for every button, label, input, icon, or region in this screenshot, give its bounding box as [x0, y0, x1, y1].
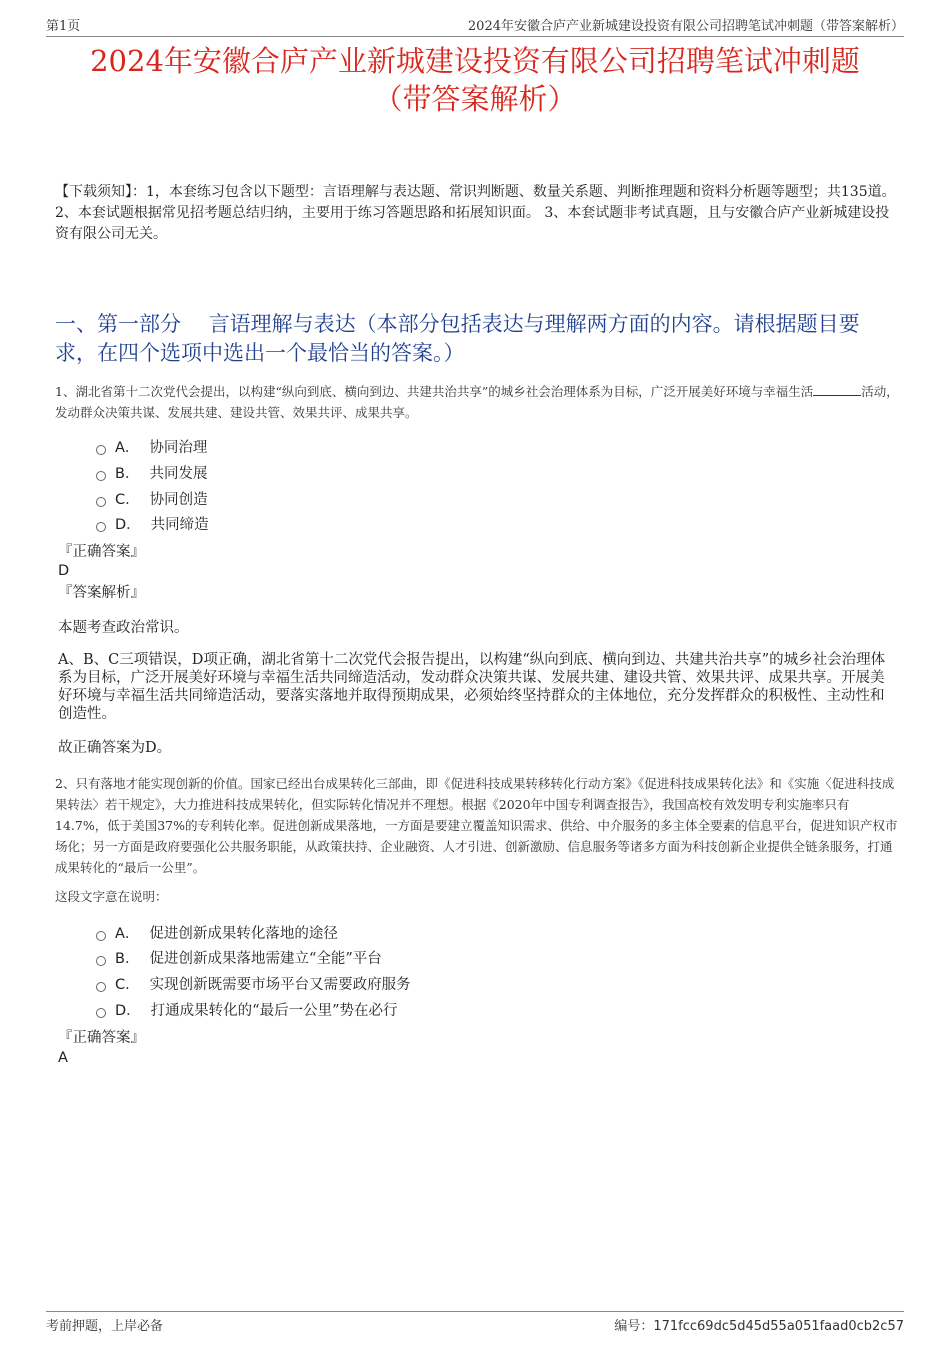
- q1-analysis-intro: 本题考查政治常识。: [58, 620, 189, 636]
- radio-icon[interactable]: [96, 931, 106, 941]
- radio-icon[interactable]: [96, 522, 106, 532]
- q2-option-d[interactable]: [96, 1001, 398, 1021]
- option-letter: C．: [115, 492, 140, 508]
- radio-icon[interactable]: [96, 1008, 106, 1018]
- question-1-text-after: 活动，发动群众决策共谋、发展共建、建设共管、效果共评、成果共享。: [55, 384, 899, 420]
- question-2-text: 2、只有落地才能实现创新的价值。国家已经出台成果转化三部曲，即《促进科技成果转移转化行动方案》《促进科技成果转化法》和《实施〈促进科技成果转法〉若干规定》，大力推进科技成果转化，但实际转化情况并不理想。根据《2020年中国专利调查报告》，我国高校有效发明专利实施率只有14.7%，低于美国37%的专利转化率。促进创新成果落地，一方面是要建立覆盖知识需求、供给、中介服务的多主体全要素的信息平台，促进知识产权市场化；另一方面是政府要强化公共服务职能，从政策扶持、企业融资、人才引进、创新激励、信息服务等诸多方面为科技创新企业提供全链条服务，打通成果转化的“最后一公里”。: [55, 776, 898, 875]
- document-title: [40, 42, 910, 118]
- page-footer: [46, 1311, 904, 1334]
- option-text: 实现创新既需要市场平台又需要政府服务: [149, 977, 411, 993]
- footer-slogan: 考前押题，上岸必备: [46, 1319, 164, 1334]
- question-1-text: [55, 381, 900, 423]
- q1-option-a[interactable]: [96, 438, 207, 458]
- option-letter: D．: [115, 1003, 141, 1019]
- q1-option-b[interactable]: [96, 464, 207, 484]
- page-number: 第1页: [46, 19, 81, 34]
- option-text: 促进创新成果转化落地的途径: [149, 926, 338, 942]
- section-heading: 一、第一部分 言语理解与表达（本部分包括表达与理解两方面的内容。请根据题目要求，在四个选项中选出一个最恰当的答案。）: [55, 312, 860, 365]
- q1-answer-label: 『正确答案』: [58, 544, 145, 560]
- header-doc-title: 2024年安徽合庐产业新城建设投资有限公司招聘笔试冲刺题（带答案解析）: [467, 19, 904, 34]
- footer-code-wrap: [614, 1315, 904, 1334]
- radio-icon[interactable]: [96, 956, 106, 966]
- option-text: 共同缔造: [150, 517, 209, 533]
- q1-option-c[interactable]: [96, 490, 208, 510]
- radio-icon[interactable]: [96, 982, 106, 992]
- download-notice: 【下载须知】：1，本套练习包含以下题型：言语理解与表达题、常识判断题、数量关系题、判断推理题和资料分析题等题型；共135道。 2、本套试题根据常见招考题总结归纳，主要用于练习答题思路和拓展知识面。 3、本套试题非考试真题，且与安徽合庐产业新城建设投资有限公司无关。: [55, 184, 896, 242]
- radio-icon[interactable]: [96, 445, 106, 455]
- option-letter: A．: [115, 926, 140, 942]
- q1-analysis-conclusion: 故正确答案为D。: [58, 740, 172, 756]
- title-line-2: （带答案解析）: [373, 82, 577, 116]
- option-letter: B．: [115, 466, 140, 482]
- option-text: 共同发展: [149, 466, 208, 482]
- q1-analysis-label: 『答案解析』: [58, 585, 145, 601]
- q1-option-d[interactable]: [96, 515, 209, 535]
- q2-option-c[interactable]: [96, 975, 411, 995]
- page-header: [46, 14, 904, 37]
- q2-answer: A: [58, 1050, 68, 1066]
- option-text: 协同创造: [149, 492, 208, 508]
- option-letter: D．: [115, 517, 141, 533]
- q2-option-b[interactable]: [96, 949, 382, 969]
- option-letter: A．: [115, 440, 140, 456]
- q1-analysis-body: A、B、C三项错误，D项正确，湖北省第十二次党代会报告提出，以构建“纵向到底、横向到边、共建共治共享”的城乡社会治理体系为目标，广泛开展美好环境与幸福生活共同缔造活动，发动群众决策共谋、发展共建、建设共管、效果共评、成果共享。开展美好环境与幸福生活共同缔造活动，要落实落地并取得预期成果，必须始终坚持群众的主体地位，充分发挥群众的积极性、主动性和创造性。: [58, 652, 886, 722]
- radio-icon[interactable]: [96, 497, 106, 507]
- q1-answer: D: [58, 563, 70, 579]
- option-text: 协同治理: [149, 440, 208, 456]
- option-text: 促进创新成果落地需建立“全能”平台: [149, 951, 382, 967]
- question-2-prompt: 这段文字意在说明：: [55, 889, 168, 904]
- footer-code-label: 编号：: [614, 1319, 654, 1334]
- footer-code: 171fcc69dc5d45d55a051faad0cb2c57: [653, 1319, 904, 1334]
- fill-blank: [813, 383, 861, 396]
- q2-option-a[interactable]: [96, 924, 338, 944]
- option-letter: C．: [115, 977, 140, 993]
- option-text: 打通成果转化的“最后一公里”势在必行: [150, 1003, 398, 1019]
- option-letter: B．: [115, 951, 140, 967]
- question-1-text-before: 1、湖北省第十二次党代会提出，以构建“纵向到底、横向到边、共建共治共享”的城乡社会治理体系为目标，广泛开展美好环境与幸福生活: [55, 384, 814, 399]
- q2-answer-label: 『正确答案』: [58, 1030, 145, 1046]
- radio-icon[interactable]: [96, 471, 106, 481]
- title-line-1: 2024年安徽合庐产业新城建设投资有限公司招聘笔试冲刺题: [90, 44, 860, 78]
